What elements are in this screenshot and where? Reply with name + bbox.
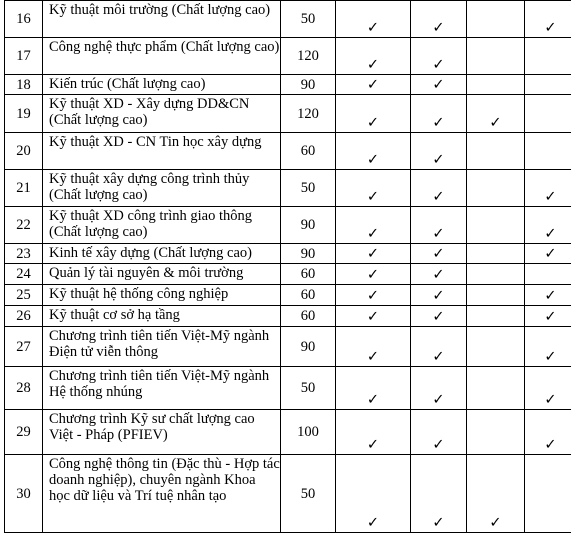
programs-table [4,0,571,533]
criteria-cell-4 [525,95,571,133]
criteria-cell-4 [525,264,571,285]
criteria-cell-4 [525,207,571,244]
criteria-cell-3 [467,264,525,285]
row-number-cell: 21 [5,170,43,207]
checkmark-icon: ✓ [544,246,557,262]
criteria-cell-2 [411,327,467,367]
criteria-cell-3 [467,306,525,327]
criteria-cell-2 [411,455,467,533]
row-number-cell: 28 [5,367,43,410]
checkmark-icon: ✓ [432,57,445,73]
checkmark-icon: ✓ [432,349,445,365]
criteria-cell-4 [525,244,571,264]
program-name: Công nghệ thông tin (Đặc thù - Hợp tác doanh nghiệp), chuyên ngành Khoa học dữ liệu và Trí tuệ nhân tạo [49,456,280,504]
program-name-cell [43,367,281,410]
criteria-cell-2 [411,95,467,133]
criteria-cell-1 [336,264,411,285]
program-name-cell [43,95,281,133]
criteria-cell-4 [525,170,571,207]
criteria-cell-3 [467,244,525,264]
quota-cell: 90 [281,207,336,244]
criteria-cell-4 [525,38,571,75]
criteria-cell-2 [411,410,467,455]
criteria-cell-4 [525,285,571,306]
quota-cell: 60 [281,306,336,327]
criteria-cell-3 [467,410,525,455]
checkmark-icon: ✓ [366,437,380,453]
program-name: Kỹ thuật XD - CN Tin học xây dựng [49,134,262,150]
program-name: Quản lý tài nguyên & môi trường [49,265,244,281]
criteria-cell-3 [467,38,525,75]
criteria-cell-4 [525,75,571,95]
row-number-cell: 29 [5,410,43,455]
criteria-cell-1 [336,410,411,455]
checkmark-icon: ✓ [366,77,380,93]
criteria-cell-1 [336,207,411,244]
table-row [5,75,571,95]
row-number-cell: 23 [5,244,43,264]
program-name-cell [43,455,281,533]
program-name-cell [43,264,281,285]
table-row [5,264,571,285]
criteria-cell-2 [411,38,467,75]
criteria-cell-1 [336,75,411,95]
criteria-cell-1 [336,367,411,410]
table-row [5,38,571,75]
program-name: Kiến trúc (Chất lượng cao) [49,76,206,92]
criteria-cell-4 [525,410,571,455]
table-body [5,1,571,533]
checkmark-icon: ✓ [366,152,380,168]
program-name-cell [43,1,281,38]
criteria-cell-1 [336,455,411,533]
program-name-cell [43,244,281,264]
quota-cell: 50 [281,367,336,410]
table-row [5,327,571,367]
criteria-cell-3 [467,327,525,367]
table-row [5,1,571,38]
checkmark-icon: ✓ [432,267,445,283]
checkmark-icon: ✓ [366,57,380,73]
criteria-cell-3 [467,133,525,170]
criteria-cell-2 [411,306,467,327]
checkmark-icon: ✓ [366,115,380,131]
criteria-cell-4 [525,1,571,38]
program-name: Kỹ thuật cơ sở hạ tầng [49,307,180,323]
checkmark-icon: ✓ [366,515,380,531]
row-number-cell: 24 [5,264,43,285]
program-name: Kỹ thuật xây dựng công trình thủy (Chất lượng cao) [49,171,250,203]
table-row [5,133,571,170]
checkmark-icon: ✓ [432,437,445,453]
criteria-cell-1 [336,327,411,367]
criteria-cell-1 [336,95,411,133]
checkmark-icon: ✓ [432,115,445,131]
quota-cell: 60 [281,285,336,306]
row-number-cell: 22 [5,207,43,244]
checkmark-icon: ✓ [366,392,380,408]
criteria-cell-3 [467,285,525,306]
table-row [5,95,571,133]
criteria-cell-2 [411,133,467,170]
quota-cell: 100 [281,410,336,455]
checkmark-icon: ✓ [432,77,445,93]
criteria-cell-4 [525,455,571,533]
checkmark-icon: ✓ [544,392,557,408]
quota-cell: 90 [281,327,336,367]
program-name-cell [43,327,281,367]
program-name-cell [43,75,281,95]
program-name-cell [43,207,281,244]
table-row [5,285,571,306]
criteria-cell-1 [336,133,411,170]
criteria-cell-3 [467,455,525,533]
program-name-cell [43,38,281,75]
table-row [5,455,571,533]
checkmark-icon: ✓ [432,20,445,36]
criteria-cell-2 [411,1,467,38]
criteria-cell-3 [467,170,525,207]
program-name: Công nghệ thực phẩm (Chất lượng cao) [49,39,280,55]
table-row [5,410,571,455]
criteria-cell-3 [467,1,525,38]
row-number-cell: 18 [5,75,43,95]
program-name: Chương trình tiên tiến Việt-Mỹ ngành Hệ thống nhúng [49,368,270,400]
criteria-cell-2 [411,264,467,285]
criteria-cell-2 [411,367,467,410]
program-name: Chương trình tiên tiến Việt-Mỹ ngành Điện tử viễn thông [49,328,270,360]
table-row [5,170,571,207]
checkmark-icon: ✓ [366,189,380,205]
checkmark-icon: ✓ [432,515,445,531]
row-number-cell: 17 [5,38,43,75]
table-row [5,207,571,244]
quota-cell: 60 [281,133,336,170]
criteria-cell-4 [525,133,571,170]
quota-cell: 90 [281,244,336,264]
checkmark-icon: ✓ [544,20,557,36]
criteria-cell-2 [411,207,467,244]
quota-cell: 90 [281,75,336,95]
program-name-cell [43,306,281,327]
checkmark-icon: ✓ [432,152,445,168]
row-number-cell: 25 [5,285,43,306]
criteria-cell-3 [467,207,525,244]
checkmark-icon: ✓ [366,20,380,36]
checkmark-icon: ✓ [366,288,380,304]
program-name: Kỹ thuật XD - Xây dựng DD&CN (Chất lượng cao) [49,96,250,128]
checkmark-icon: ✓ [544,309,557,325]
criteria-cell-3 [467,75,525,95]
program-name-cell [43,133,281,170]
checkmark-icon: ✓ [544,288,557,304]
table-row [5,244,571,264]
checkmark-icon: ✓ [366,267,380,283]
row-number-cell: 20 [5,133,43,170]
program-name-cell [43,285,281,306]
table-row [5,367,571,410]
criteria-cell-1 [336,285,411,306]
criteria-cell-3 [467,367,525,410]
program-name: Kỹ thuật XD công trình giao thông (Chất lượng cao) [49,208,252,240]
quota-cell: 60 [281,264,336,285]
table-row [5,306,571,327]
checkmark-icon: ✓ [366,349,380,365]
checkmark-icon: ✓ [366,309,380,325]
criteria-cell-1 [336,1,411,38]
checkmark-icon: ✓ [432,309,445,325]
program-name: Kinh tế xây dựng (Chất lượng cao) [49,245,252,261]
criteria-cell-1 [336,306,411,327]
program-name: Kỹ thuật hệ thống công nghiệp [49,286,229,302]
row-number-cell: 27 [5,327,43,367]
checkmark-icon: ✓ [544,189,557,205]
checkmark-icon: ✓ [544,226,557,242]
criteria-cell-2 [411,75,467,95]
criteria-cell-2 [411,170,467,207]
program-name-cell [43,170,281,207]
checkmark-icon: ✓ [489,515,502,531]
checkmark-icon: ✓ [544,349,557,365]
checkmark-icon: ✓ [432,189,445,205]
row-number-cell: 16 [5,1,43,38]
row-number-cell: 30 [5,455,43,533]
quota-cell: 50 [281,455,336,533]
program-name: Kỹ thuật môi trường (Chất lượng cao) [49,2,271,18]
criteria-cell-4 [525,327,571,367]
program-name-cell [43,410,281,455]
checkmark-icon: ✓ [544,437,557,453]
checkmark-icon: ✓ [489,115,502,131]
criteria-cell-1 [336,244,411,264]
program-name: Chương trình Kỹ sư chất lượng cao Việt - Pháp (PFIEV) [49,411,255,443]
criteria-cell-4 [525,306,571,327]
criteria-cell-1 [336,38,411,75]
checkmark-icon: ✓ [366,246,380,262]
checkmark-icon: ✓ [432,392,445,408]
row-number-cell: 26 [5,306,43,327]
quota-cell: 50 [281,1,336,38]
criteria-cell-4 [525,367,571,410]
criteria-cell-1 [336,170,411,207]
quota-cell: 120 [281,38,336,75]
checkmark-icon: ✓ [432,226,445,242]
checkmark-icon: ✓ [366,226,380,242]
criteria-cell-2 [411,285,467,306]
checkmark-icon: ✓ [432,246,445,262]
quota-cell: 50 [281,170,336,207]
checkmark-icon: ✓ [432,288,445,304]
quota-cell: 120 [281,95,336,133]
criteria-cell-3 [467,95,525,133]
criteria-cell-2 [411,244,467,264]
row-number-cell: 19 [5,95,43,133]
